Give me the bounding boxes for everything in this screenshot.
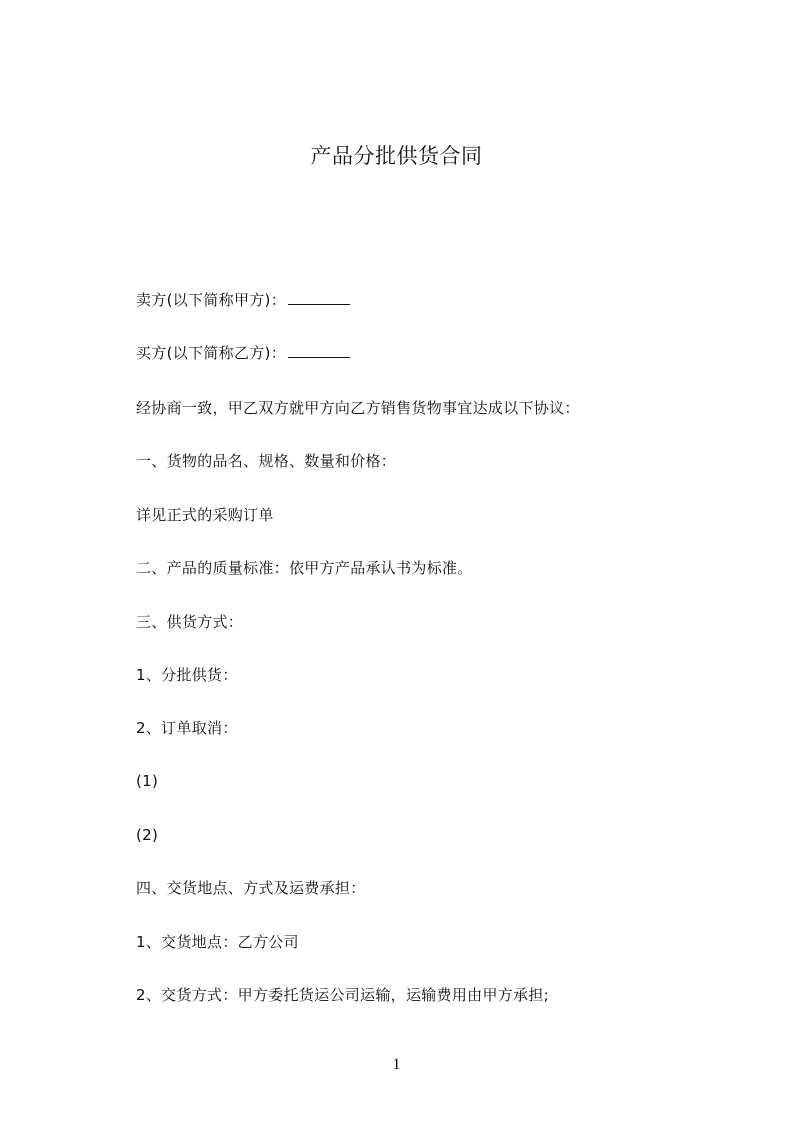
section1-heading: 一、货物的品名、规格、数量和价格： [136, 452, 397, 470]
section1-body: 详见正式的采购订单 [136, 506, 274, 524]
section3-subitem-2: (2) [136, 826, 159, 844]
page-number: 1 [392, 1056, 401, 1073]
section3-heading: 三、供货方式： [136, 613, 244, 631]
intro-paragraph: 经协商一致，甲乙双方就甲方向乙方销售货物事宜达成以下协议： [136, 399, 580, 417]
section3-subitem-1: (1) [136, 772, 159, 790]
section3-item-1: 1、分批供货： [136, 666, 238, 684]
document-title: 产品分批供货合同 [310, 144, 483, 168]
section3-item-2: 2、订单取消： [136, 719, 238, 737]
section4-item-1: 1、交货地点：乙方公司 [136, 933, 299, 951]
buyer-label: 买方(以下简称乙方)： [136, 344, 287, 362]
buyer-blank [288, 343, 350, 358]
section4-heading: 四、交货地点、方式及运费承担： [136, 879, 366, 897]
section2-paragraph: 二、产品的质量标准：依甲方产品承认书为标准。 [136, 559, 473, 577]
seller-label: 卖方(以下简称甲方)： [136, 291, 287, 309]
section4-item-2: 2、交货方式：甲方委托货运公司运输，运输费用由甲方承担; [136, 986, 549, 1004]
seller-line [136, 290, 350, 310]
buyer-line [136, 343, 350, 363]
seller-blank [288, 290, 350, 305]
